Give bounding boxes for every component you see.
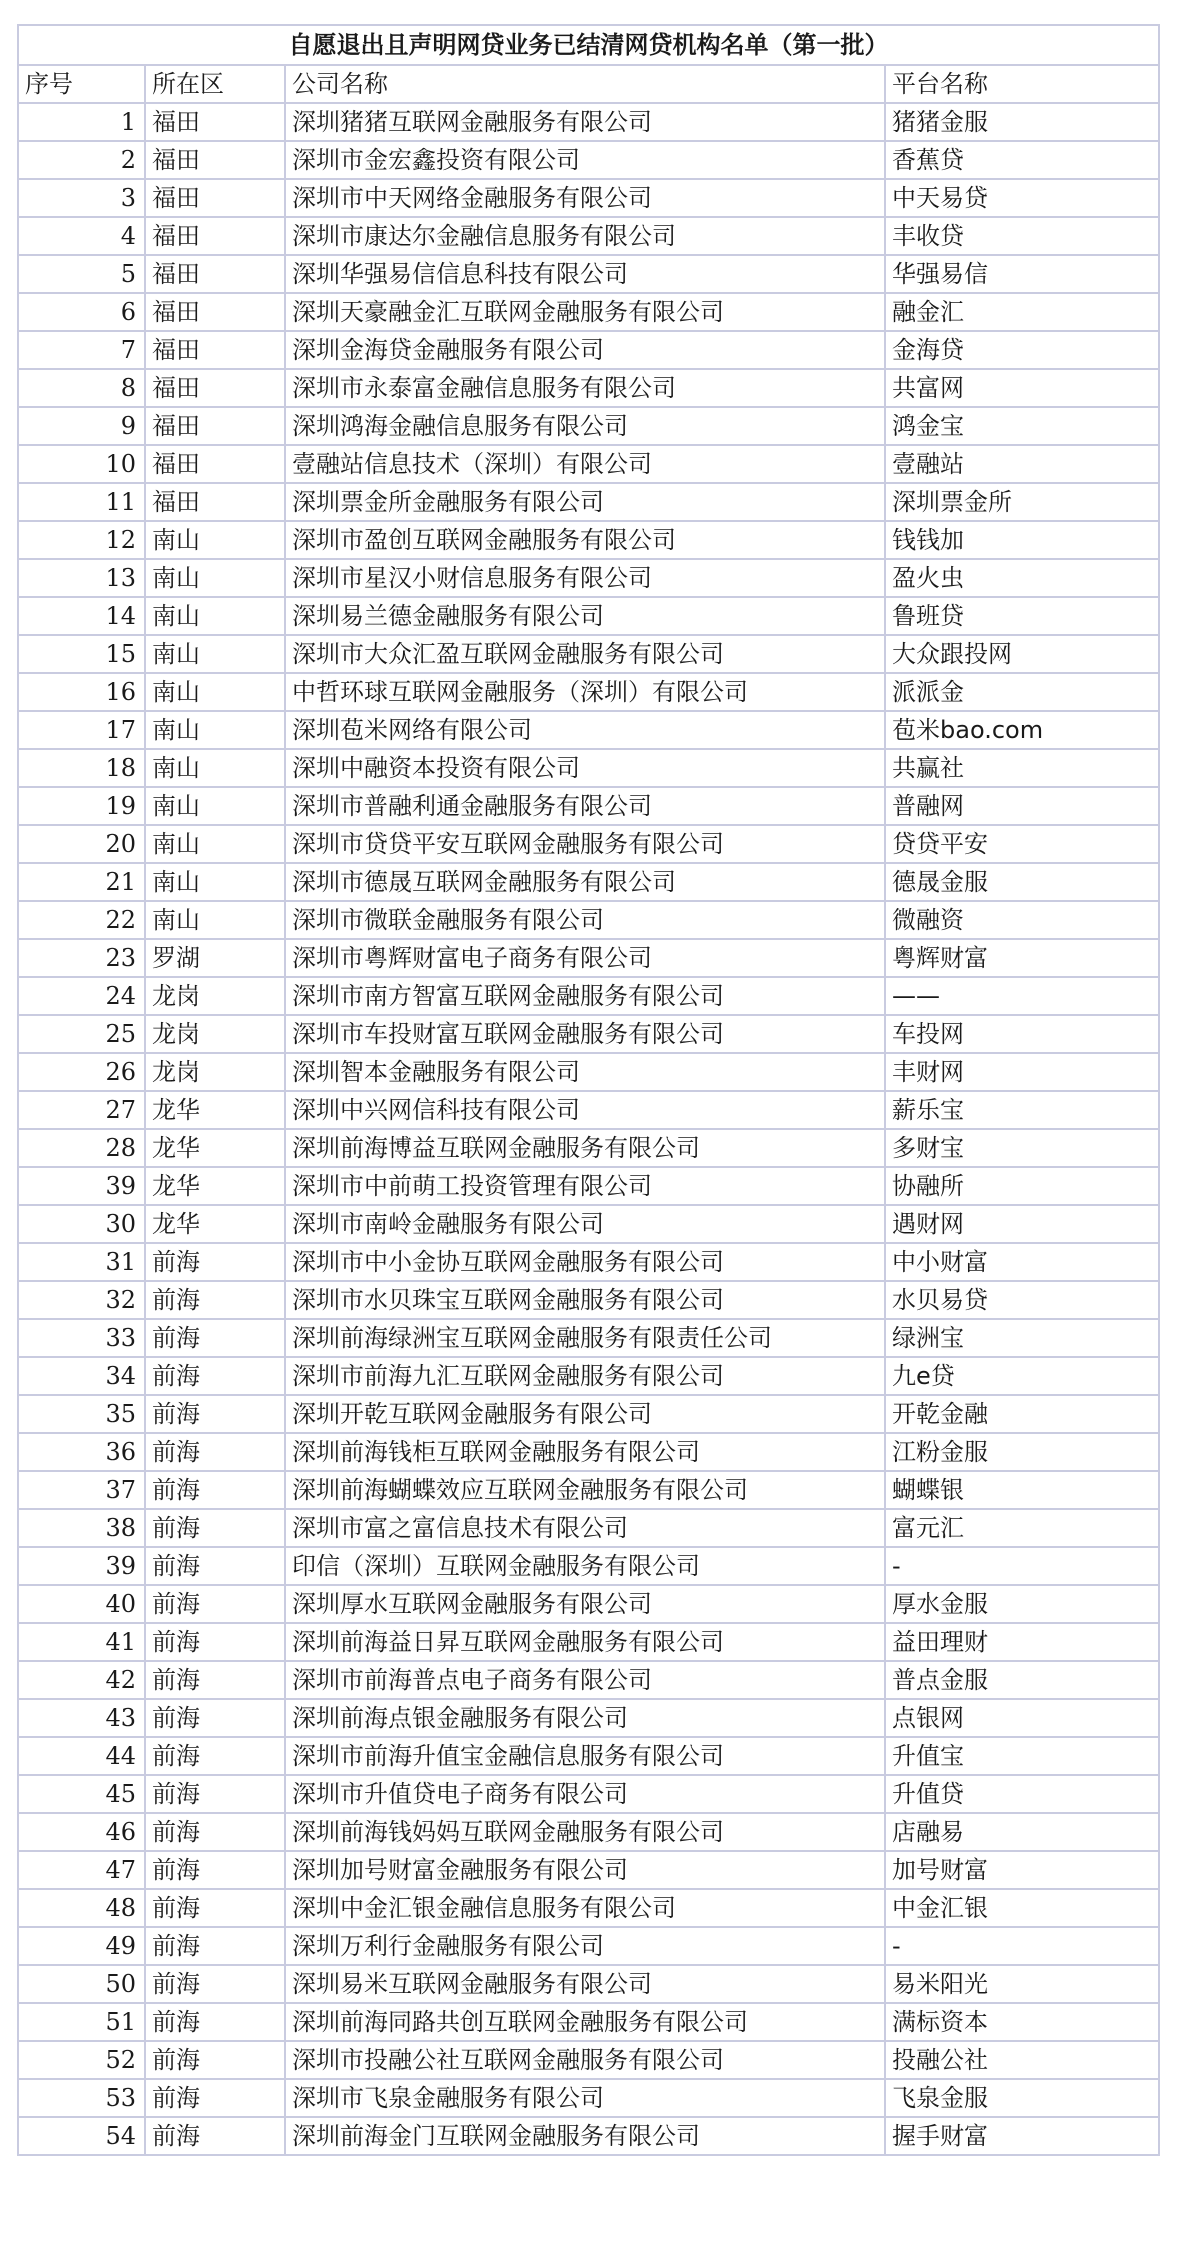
- row-number: 25: [18, 1015, 145, 1053]
- table-row: [18, 825, 1159, 863]
- row-company-name: 深圳市中天网络金融服务有限公司: [285, 179, 885, 217]
- row-platform-name: 壹融站: [885, 445, 1159, 483]
- row-district: 前海: [145, 1623, 285, 1661]
- row-number: 39: [18, 1167, 145, 1205]
- table-row: [18, 711, 1159, 749]
- row-district: 前海: [145, 1471, 285, 1509]
- row-district: 前海: [145, 2079, 285, 2117]
- row-number: 41: [18, 1623, 145, 1661]
- row-company-name: 深圳智本金融服务有限公司: [285, 1053, 885, 1091]
- row-company-name: 深圳市前海普点电子商务有限公司: [285, 1661, 885, 1699]
- row-number: 42: [18, 1661, 145, 1699]
- table-row: [18, 1889, 1159, 1927]
- table-row: [18, 1091, 1159, 1129]
- row-number: 52: [18, 2041, 145, 2079]
- row-platform-name: 江粉金服: [885, 1433, 1159, 1471]
- row-number: 40: [18, 1585, 145, 1623]
- row-company-name: 深圳前海钱柜互联网金融服务有限公司: [285, 1433, 885, 1471]
- row-number: 51: [18, 2003, 145, 2041]
- row-company-name: 深圳市大众汇盈互联网金融服务有限公司: [285, 635, 885, 673]
- row-district: 前海: [145, 1319, 285, 1357]
- table-row: [18, 1433, 1159, 1471]
- title-row: [18, 25, 1159, 65]
- header-company: 公司名称: [285, 65, 885, 103]
- row-district: 前海: [145, 1281, 285, 1319]
- row-company-name: 壹融站信息技术（深圳）有限公司: [285, 445, 885, 483]
- row-company-name: 深圳市粤辉财富电子商务有限公司: [285, 939, 885, 977]
- table-row: [18, 1509, 1159, 1547]
- row-district: 前海: [145, 1585, 285, 1623]
- row-platform-name: 九e贷: [885, 1357, 1159, 1395]
- row-company-name: 深圳中兴网信科技有限公司: [285, 1091, 885, 1129]
- row-number: 7: [18, 331, 145, 369]
- row-platform-name: 鲁班贷: [885, 597, 1159, 635]
- row-company-name: 深圳开乾互联网金融服务有限公司: [285, 1395, 885, 1433]
- row-district: 前海: [145, 1509, 285, 1547]
- row-company-name: 深圳市投融公社互联网金融服务有限公司: [285, 2041, 885, 2079]
- row-district: 福田: [145, 141, 285, 179]
- row-platform-name: 钱钱加: [885, 521, 1159, 559]
- row-company-name: 深圳前海金门互联网金融服务有限公司: [285, 2117, 885, 2155]
- row-platform-name: 粤辉财富: [885, 939, 1159, 977]
- row-district: 前海: [145, 1433, 285, 1471]
- table-row: [18, 2041, 1159, 2079]
- row-platform-name: 多财宝: [885, 1129, 1159, 1167]
- header-district: 所在区: [145, 65, 285, 103]
- row-platform-name: 升值宝: [885, 1737, 1159, 1775]
- table-row: [18, 1395, 1159, 1433]
- row-number: 21: [18, 863, 145, 901]
- row-number: 44: [18, 1737, 145, 1775]
- table-row: [18, 1053, 1159, 1091]
- row-number: 4: [18, 217, 145, 255]
- table-row: [18, 1623, 1159, 1661]
- row-number: 27: [18, 1091, 145, 1129]
- row-platform-name: 易米阳光: [885, 1965, 1159, 2003]
- row-company-name: 深圳前海博益互联网金融服务有限公司: [285, 1129, 885, 1167]
- row-company-name: 深圳中融资本投资有限公司: [285, 749, 885, 787]
- row-number: 32: [18, 1281, 145, 1319]
- table-row: [18, 2079, 1159, 2117]
- row-company-name: 深圳加号财富金融服务有限公司: [285, 1851, 885, 1889]
- table-row: [18, 2117, 1159, 2155]
- row-number: 3: [18, 179, 145, 217]
- row-platform-name: 绿洲宝: [885, 1319, 1159, 1357]
- row-number: 1: [18, 103, 145, 141]
- row-company-name: 深圳市德晟互联网金融服务有限公司: [285, 863, 885, 901]
- row-platform-name: 苞米bao.com: [885, 711, 1159, 749]
- row-company-name: 深圳前海同路共创互联网金融服务有限公司: [285, 2003, 885, 2041]
- row-platform-name: 投融公社: [885, 2041, 1159, 2079]
- row-platform-name: 满标资本: [885, 2003, 1159, 2041]
- row-district: 前海: [145, 1851, 285, 1889]
- row-company-name: 深圳万利行金融服务有限公司: [285, 1927, 885, 1965]
- row-district: 南山: [145, 863, 285, 901]
- row-number: 49: [18, 1927, 145, 1965]
- row-number: 45: [18, 1775, 145, 1813]
- row-number: 14: [18, 597, 145, 635]
- table-row: [18, 1965, 1159, 2003]
- table-row: [18, 635, 1159, 673]
- row-platform-name: 金海贷: [885, 331, 1159, 369]
- row-district: 南山: [145, 521, 285, 559]
- table-row: [18, 1699, 1159, 1737]
- row-platform-name: 协融所: [885, 1167, 1159, 1205]
- row-platform-name: 中小财富: [885, 1243, 1159, 1281]
- row-district: 福田: [145, 445, 285, 483]
- row-platform-name: 香蕉贷: [885, 141, 1159, 179]
- row-district: 前海: [145, 1775, 285, 1813]
- row-platform-name: 点银网: [885, 1699, 1159, 1737]
- row-company-name: 深圳易米互联网金融服务有限公司: [285, 1965, 885, 2003]
- row-platform-name: 中天易贷: [885, 179, 1159, 217]
- row-district: 龙华: [145, 1167, 285, 1205]
- row-district: 龙岗: [145, 1053, 285, 1091]
- row-company-name: 深圳市水贝珠宝互联网金融服务有限公司: [285, 1281, 885, 1319]
- table-row: [18, 217, 1159, 255]
- table-row: [18, 1471, 1159, 1509]
- row-company-name: 印信（深圳）互联网金融服务有限公司: [285, 1547, 885, 1585]
- row-district: 前海: [145, 2041, 285, 2079]
- row-platform-name: 盈火虫: [885, 559, 1159, 597]
- table-row: [18, 787, 1159, 825]
- row-number: 11: [18, 483, 145, 521]
- table-row: [18, 673, 1159, 711]
- row-company-name: 深圳市中前萌工投资管理有限公司: [285, 1167, 885, 1205]
- row-district: 前海: [145, 1357, 285, 1395]
- row-company-name: 深圳市星汉小财信息服务有限公司: [285, 559, 885, 597]
- row-number: 48: [18, 1889, 145, 1927]
- row-district: 前海: [145, 1243, 285, 1281]
- row-company-name: 深圳金海贷金融服务有限公司: [285, 331, 885, 369]
- row-platform-name: 加号财富: [885, 1851, 1159, 1889]
- row-district: 福田: [145, 217, 285, 255]
- row-platform-name: 握手财富: [885, 2117, 1159, 2155]
- table-row: [18, 901, 1159, 939]
- row-company-name: 深圳市南方智富互联网金融服务有限公司: [285, 977, 885, 1015]
- row-district: 前海: [145, 1965, 285, 2003]
- row-company-name: 深圳天豪融金汇互联网金融服务有限公司: [285, 293, 885, 331]
- row-company-name: 深圳市中小金协互联网金融服务有限公司: [285, 1243, 885, 1281]
- row-number: 9: [18, 407, 145, 445]
- table-row: [18, 103, 1159, 141]
- row-district: 南山: [145, 787, 285, 825]
- row-company-name: 深圳市贷贷平安互联网金融服务有限公司: [285, 825, 885, 863]
- table-row: [18, 255, 1159, 293]
- table-row: [18, 749, 1159, 787]
- row-company-name: 深圳市普融利通金融服务有限公司: [285, 787, 885, 825]
- row-company-name: 深圳前海点银金融服务有限公司: [285, 1699, 885, 1737]
- row-number: 50: [18, 1965, 145, 2003]
- row-company-name: 深圳猪猪互联网金融服务有限公司: [285, 103, 885, 141]
- row-company-name: 深圳市南岭金融服务有限公司: [285, 1205, 885, 1243]
- row-number: 35: [18, 1395, 145, 1433]
- table-row: [18, 1319, 1159, 1357]
- row-number: 53: [18, 2079, 145, 2117]
- row-number: 23: [18, 939, 145, 977]
- row-platform-name: 店融易: [885, 1813, 1159, 1851]
- row-number: 38: [18, 1509, 145, 1547]
- row-platform-name: 水贝易贷: [885, 1281, 1159, 1319]
- row-district: 前海: [145, 1737, 285, 1775]
- row-platform-name: 贷贷平安: [885, 825, 1159, 863]
- row-platform-name: 益田理财: [885, 1623, 1159, 1661]
- row-platform-name: 丰收贷: [885, 217, 1159, 255]
- row-company-name: 深圳市盈创互联网金融服务有限公司: [285, 521, 885, 559]
- row-company-name: 深圳市微联金融服务有限公司: [285, 901, 885, 939]
- row-district: 前海: [145, 1661, 285, 1699]
- row-district: 龙华: [145, 1129, 285, 1167]
- row-district: 福田: [145, 179, 285, 217]
- table-title: 自愿退出且声明网贷业务已结清网贷机构名单（第一批）: [18, 25, 1159, 65]
- row-platform-name: 鸿金宝: [885, 407, 1159, 445]
- row-number: 36: [18, 1433, 145, 1471]
- row-district: 福田: [145, 369, 285, 407]
- table-row: [18, 141, 1159, 179]
- row-number: 54: [18, 2117, 145, 2155]
- table-row: [18, 1661, 1159, 1699]
- table-row: [18, 369, 1159, 407]
- row-number: 20: [18, 825, 145, 863]
- row-company-name: 深圳市升值贷电子商务有限公司: [285, 1775, 885, 1813]
- row-number: 28: [18, 1129, 145, 1167]
- row-number: 47: [18, 1851, 145, 1889]
- row-platform-name: 共赢社: [885, 749, 1159, 787]
- row-number: 17: [18, 711, 145, 749]
- table-row: [18, 1737, 1159, 1775]
- table-row: [18, 1851, 1159, 1889]
- row-platform-name: 微融资: [885, 901, 1159, 939]
- row-company-name: 深圳厚水互联网金融服务有限公司: [285, 1585, 885, 1623]
- row-platform-name: 普融网: [885, 787, 1159, 825]
- row-platform-name: 丰财网: [885, 1053, 1159, 1091]
- row-district: 南山: [145, 711, 285, 749]
- row-number: 12: [18, 521, 145, 559]
- row-platform-name: 深圳票金所: [885, 483, 1159, 521]
- row-platform-name: 遇财网: [885, 1205, 1159, 1243]
- table-row: [18, 179, 1159, 217]
- table-row: [18, 521, 1159, 559]
- row-district: 南山: [145, 597, 285, 635]
- row-district: 南山: [145, 673, 285, 711]
- row-number: 8: [18, 369, 145, 407]
- row-district: 南山: [145, 825, 285, 863]
- table-row: [18, 1357, 1159, 1395]
- row-company-name: 深圳前海益日昇互联网金融服务有限公司: [285, 1623, 885, 1661]
- row-district: 前海: [145, 2003, 285, 2041]
- row-number: 37: [18, 1471, 145, 1509]
- row-company-name: 深圳市飞泉金融服务有限公司: [285, 2079, 885, 2117]
- row-district: 前海: [145, 1927, 285, 1965]
- row-company-name: 深圳前海钱妈妈互联网金融服务有限公司: [285, 1813, 885, 1851]
- row-number: 22: [18, 901, 145, 939]
- row-number: 39: [18, 1547, 145, 1585]
- row-district: 龙岗: [145, 977, 285, 1015]
- row-company-name: 深圳市前海九汇互联网金融服务有限公司: [285, 1357, 885, 1395]
- row-number: 13: [18, 559, 145, 597]
- row-number: 30: [18, 1205, 145, 1243]
- row-company-name: 深圳前海绿洲宝互联网金融服务有限责任公司: [285, 1319, 885, 1357]
- row-platform-name: -: [885, 1547, 1159, 1585]
- row-district: 南山: [145, 559, 285, 597]
- table-row: [18, 293, 1159, 331]
- table-row: [18, 483, 1159, 521]
- row-platform-name: 德晟金服: [885, 863, 1159, 901]
- table-row: [18, 1281, 1159, 1319]
- table-row: [18, 939, 1159, 977]
- row-number: 15: [18, 635, 145, 673]
- row-district: 龙华: [145, 1091, 285, 1129]
- row-company-name: 深圳苞米网络有限公司: [285, 711, 885, 749]
- table-body: [18, 103, 1159, 2155]
- institution-list-table: [17, 24, 1160, 2156]
- table-row: [18, 1927, 1159, 1965]
- row-company-name: 深圳鸿海金融信息服务有限公司: [285, 407, 885, 445]
- row-platform-name: 车投网: [885, 1015, 1159, 1053]
- row-platform-name: -: [885, 1927, 1159, 1965]
- header-platform: 平台名称: [885, 65, 1159, 103]
- row-number: 46: [18, 1813, 145, 1851]
- table-row: [18, 1015, 1159, 1053]
- table-row: [18, 597, 1159, 635]
- row-district: 福田: [145, 255, 285, 293]
- row-district: 南山: [145, 901, 285, 939]
- row-platform-name: 融金汇: [885, 293, 1159, 331]
- table-row: [18, 1167, 1159, 1205]
- row-platform-name: 大众跟投网: [885, 635, 1159, 673]
- row-district: 南山: [145, 749, 285, 787]
- table-row: [18, 331, 1159, 369]
- row-platform-name: ——: [885, 977, 1159, 1015]
- row-company-name: 深圳华强易信信息科技有限公司: [285, 255, 885, 293]
- table-row: [18, 407, 1159, 445]
- table-row: [18, 863, 1159, 901]
- row-platform-name: 中金汇银: [885, 1889, 1159, 1927]
- row-platform-name: 薪乐宝: [885, 1091, 1159, 1129]
- row-platform-name: 开乾金融: [885, 1395, 1159, 1433]
- table-row: [18, 2003, 1159, 2041]
- row-company-name: 中哲环球互联网金融服务（深圳）有限公司: [285, 673, 885, 711]
- row-number: 6: [18, 293, 145, 331]
- row-company-name: 深圳市车投财富互联网金融服务有限公司: [285, 1015, 885, 1053]
- table-row: [18, 559, 1159, 597]
- row-district: 福田: [145, 331, 285, 369]
- row-platform-name: 华强易信: [885, 255, 1159, 293]
- row-district: 福田: [145, 103, 285, 141]
- row-company-name: 深圳市永泰富金融信息服务有限公司: [285, 369, 885, 407]
- row-district: 罗湖: [145, 939, 285, 977]
- table-row: [18, 1813, 1159, 1851]
- header-no: 序号: [18, 65, 145, 103]
- row-number: 16: [18, 673, 145, 711]
- header-row: [18, 65, 1159, 103]
- row-number: 10: [18, 445, 145, 483]
- table-row: [18, 977, 1159, 1015]
- row-district: 福田: [145, 293, 285, 331]
- row-company-name: 深圳易兰德金融服务有限公司: [285, 597, 885, 635]
- table-row: [18, 1243, 1159, 1281]
- row-company-name: 深圳票金所金融服务有限公司: [285, 483, 885, 521]
- row-platform-name: 厚水金服: [885, 1585, 1159, 1623]
- table-row: [18, 1129, 1159, 1167]
- row-company-name: 深圳市富之富信息技术有限公司: [285, 1509, 885, 1547]
- row-district: 龙华: [145, 1205, 285, 1243]
- row-district: 福田: [145, 483, 285, 521]
- row-platform-name: 普点金服: [885, 1661, 1159, 1699]
- row-number: 33: [18, 1319, 145, 1357]
- row-number: 34: [18, 1357, 145, 1395]
- row-platform-name: 共富网: [885, 369, 1159, 407]
- row-company-name: 深圳市康达尔金融信息服务有限公司: [285, 217, 885, 255]
- row-district: 前海: [145, 1813, 285, 1851]
- table-row: [18, 1775, 1159, 1813]
- row-number: 26: [18, 1053, 145, 1091]
- row-district: 前海: [145, 1889, 285, 1927]
- row-platform-name: 富元汇: [885, 1509, 1159, 1547]
- row-number: 24: [18, 977, 145, 1015]
- row-company-name: 深圳前海蝴蝶效应互联网金融服务有限公司: [285, 1471, 885, 1509]
- row-number: 18: [18, 749, 145, 787]
- row-number: 43: [18, 1699, 145, 1737]
- row-platform-name: 升值贷: [885, 1775, 1159, 1813]
- row-district: 前海: [145, 1395, 285, 1433]
- row-platform-name: 蝴蝶银: [885, 1471, 1159, 1509]
- row-number: 19: [18, 787, 145, 825]
- table-row: [18, 1547, 1159, 1585]
- row-company-name: 深圳市金宏鑫投资有限公司: [285, 141, 885, 179]
- table-row: [18, 1205, 1159, 1243]
- row-district: 前海: [145, 1547, 285, 1585]
- table-row: [18, 1585, 1159, 1623]
- row-platform-name: 派派金: [885, 673, 1159, 711]
- row-district: 前海: [145, 2117, 285, 2155]
- row-platform-name: 猪猪金服: [885, 103, 1159, 141]
- row-district: 龙岗: [145, 1015, 285, 1053]
- row-company-name: 深圳中金汇银金融信息服务有限公司: [285, 1889, 885, 1927]
- row-company-name: 深圳市前海升值宝金融信息服务有限公司: [285, 1737, 885, 1775]
- table-row: [18, 445, 1159, 483]
- row-platform-name: 飞泉金服: [885, 2079, 1159, 2117]
- row-number: 5: [18, 255, 145, 293]
- row-number: 31: [18, 1243, 145, 1281]
- row-district: 前海: [145, 1699, 285, 1737]
- row-district: 南山: [145, 635, 285, 673]
- row-district: 福田: [145, 407, 285, 445]
- row-number: 2: [18, 141, 145, 179]
